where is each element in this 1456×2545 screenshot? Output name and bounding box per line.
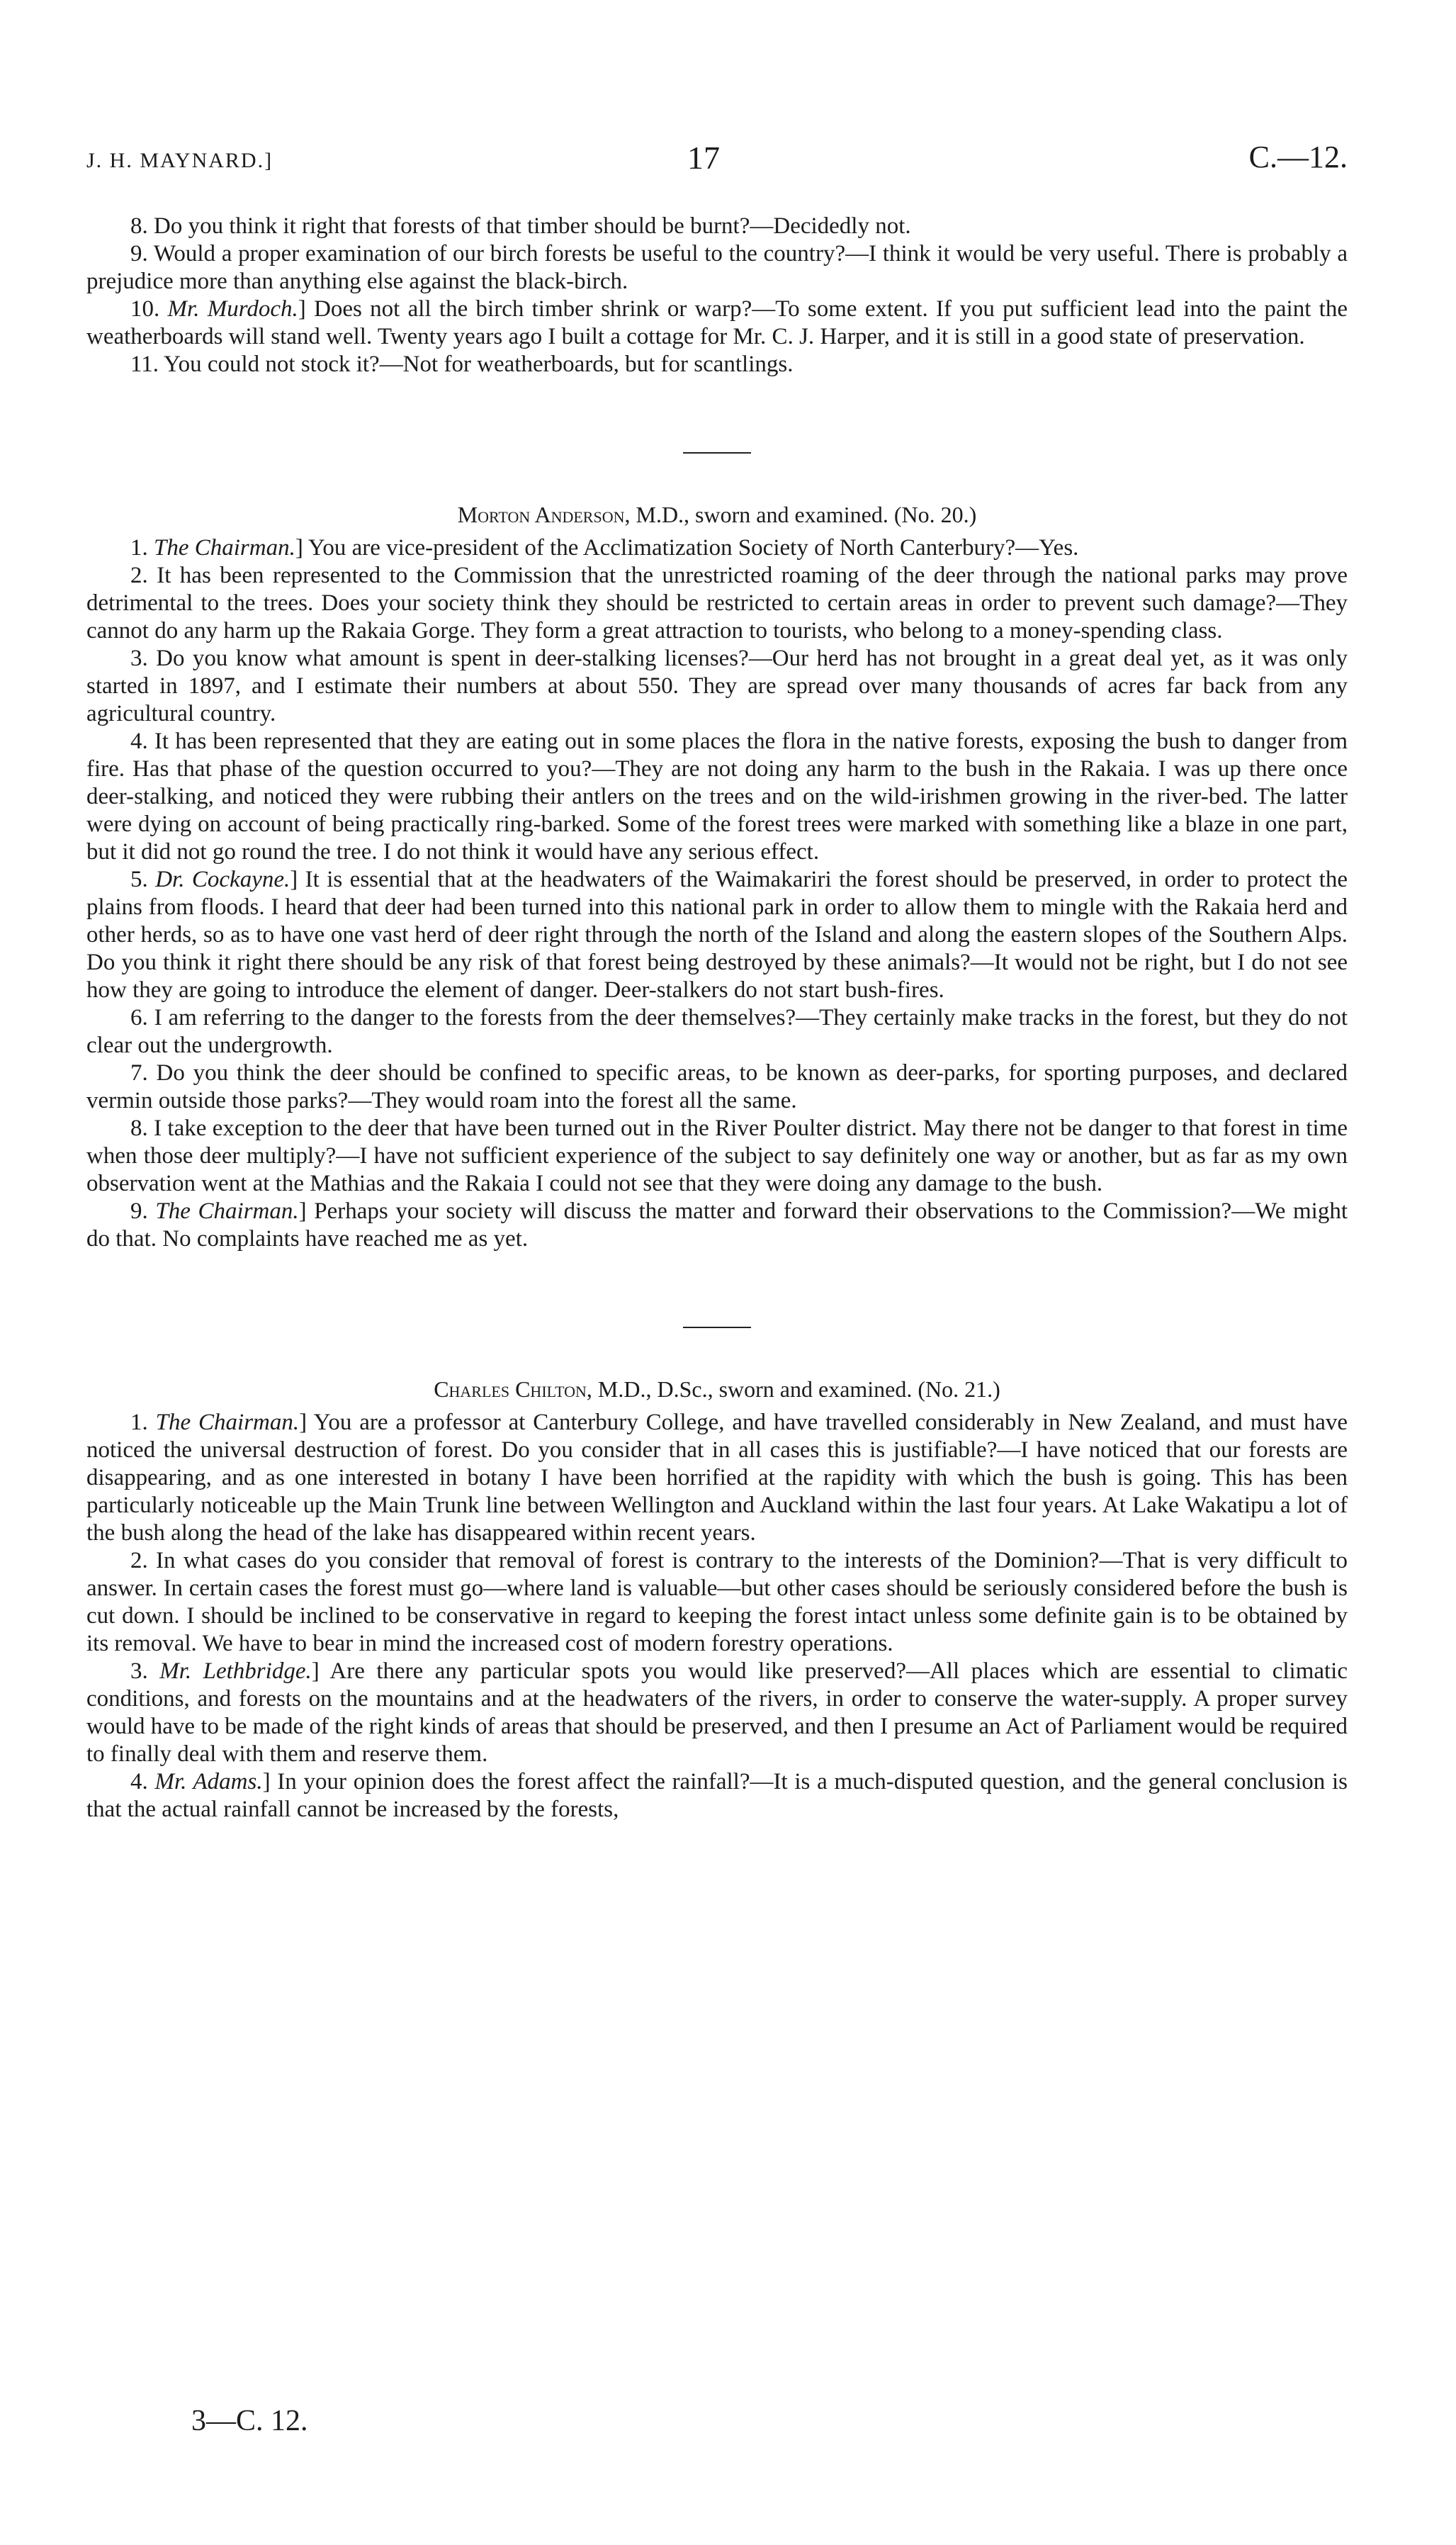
question-text: ] You are vice-president of the Acclimatization Society of North Canterbury?—Yes.: [295, 535, 1079, 561]
question-answer: [86, 534, 1348, 562]
question-answer: [86, 296, 1348, 351]
speaker: The Chairman.: [154, 535, 295, 561]
question-number: 10.: [130, 296, 160, 322]
question-answer: 9. Would a proper examination of our birch forests be useful to the country?—I think it would be very useful. There is probably a prejudice more than anything else against the black-birch.: [86, 241, 1348, 294]
question-text: ] It is essential that at the headwaters of the Waimakariri the forest should be preserved, in order to protect the plains from floods. I heard that deer had been turned into this national park in order to allow them to mingle with the Rakaia herd and other herds, so as to have one vast herd of deer right through the north of the Island and along the eastern slopes of the Southern Alps. Do you think it right there should be any risk of that forest being destroyed by these animals?—It would not be right, but I do not see how they are going to introduce the element of danger. Deer-stalkers do not start bush-fires.: [86, 867, 1348, 1003]
question-number: 1.: [130, 535, 148, 561]
speaker: The Chairman.: [155, 1410, 300, 1435]
section-divider: [683, 452, 751, 454]
question-text: ] In your opinion does the forest affect the rainfall?—It is a much-disputed question, and the general conclusion is that the actual rainfall cannot be increased by the forests,: [86, 1769, 1348, 1822]
speaker: The Chairman.: [155, 1198, 299, 1224]
question-answer: 7. Do you think the deer should be confined to specific areas, to be known as deer-parks, for sporting purposes, and declared vermin outside those parks?—They would roam into the forest all the same.: [86, 1060, 1348, 1113]
witness-details: , M.D., sworn and examined. (No. 20.): [624, 502, 977, 527]
question-answer: 8. Do you think it right that forests of that timber should be burnt?—Decidedly not.: [130, 213, 911, 239]
section-divider: [683, 1327, 751, 1328]
question-answer: 3. Do you know what amount is spent in deer-stalking licenses?—Our herd has not brought in a great deal yet, as it was only started in 1897, and I estimate their numbers at about 550. They are spread over many thousands of acres far back from any agricultural country.: [86, 646, 1348, 726]
question-number: 4.: [130, 1769, 148, 1794]
document-reference: C.—12.: [1248, 140, 1348, 174]
witness-name: Charles Chilton: [434, 1376, 587, 1402]
witness-heading: [86, 500, 1348, 529]
question-answer: [86, 1198, 1348, 1253]
page-content: [86, 213, 1348, 1824]
question-text: ] Does not all the birch timber shrink or warp?—To some extent. If you put sufficient lead into the paint the weatherboards will stand well. Twenty years ago I built a cottage for Mr. C. J. Harper, and it is still in a good state of preservation.: [86, 296, 1348, 349]
anderson-examination: [86, 500, 1348, 1253]
question-answer: 6. I am referring to the danger to the forests from the deer themselves?—They certainly make tracks in the forest, but they do not clear out the undergrowth.: [86, 1005, 1348, 1058]
question-answer: 2. In what cases do you consider that removal of forest is contrary to the interests of the Dominion?—That is very difficult to answer. In certain cases the forest must go—where land is valuable—but other cases should be seriously considered before the bush is cut down. I should be inclined to be conservative in regard to keeping the forest intact unless some definite gain is to be obtained by its removal. We have to bear in mind the increased cost of modern forestry operations.: [86, 1548, 1348, 1656]
printer-signature: 3—C. 12.: [191, 2405, 308, 2437]
question-number: 9.: [130, 1198, 148, 1224]
speaker: Mr. Murdoch.: [167, 296, 298, 322]
chilton-examination: [86, 1375, 1348, 1824]
speaker: Mr. Adams.: [154, 1769, 263, 1794]
question-answer: 11. You could not stock it?—Not for weatherboards, but for scantlings.: [130, 352, 794, 377]
question-answer: [86, 1409, 1348, 1547]
maynard-continuation: [86, 213, 1348, 378]
speaker: Mr. Lethbridge.: [159, 1658, 312, 1684]
running-head-witness: J. H. MAYNARD.]: [86, 149, 273, 172]
question-answer: [86, 1768, 1348, 1824]
question-text: ] You are a professor at Canterbury College, and have travelled considerably in New Zealand, and must have noticed the universal destruction of forest. Do you consider that in all cases this is justifiable?—I have noticed that our forests are disappearing, and as one interested in botany I have been horrified at the rapidity with which the bush is going. This has been particularly noticeable up the Main Trunk line between Wellington and Auckland within the last four years. At Lake Wakatipu a lot of the bush along the head of the lake has disappeared within recent years.: [86, 1410, 1348, 1546]
question-number: 5.: [130, 867, 148, 892]
question-answer: 4. It has been represented that they are eating out in some places the flora in the native forests, exposing the bush to danger from fire. Has that phase of the question occurred to you?—They are not doing any harm to the bush in the Rakaia. I was up there once deer-stalking, and noticed they were rubbing their antlers on the trees and on the wild-irishmen growing in the river-bed. The latter were dying on account of being practically ring-barked. Some of the forest trees were marked with something like a blaze in one part, but it did not go round the tree. I do not think it would have any serious effect.: [86, 729, 1348, 865]
witness-heading: [86, 1375, 1348, 1403]
page-number: 17: [687, 140, 720, 176]
question-answer: [86, 1658, 1348, 1768]
question-answer: 2. It has been represented to the Commission that the unrestricted roaming of the deer through the national parks may prove detrimental to the trees. Does your society think they should be restricted to certain areas in order to prevent such damage?—They cannot do any harm up the Rakaia Gorge. They form a great attraction to tourists, who belong to a money-spending class.: [86, 563, 1348, 644]
running-head: [86, 139, 1348, 181]
question-text: ] Perhaps your society will discuss the matter and forward their observations to the Commission?—We might do that. No complaints have reached me as yet.: [86, 1198, 1348, 1252]
witness-name: Morton Anderson: [457, 502, 625, 527]
question-answer: [86, 866, 1348, 1004]
question-answer: 8. I take exception to the deer that have been turned out in the River Poulter district. May there not be danger to that forest in time when those deer multiply?—I have not sufficient experience of the subject to say definitely one way or another, but as far as my own observation went at the Mathias and the Rakaia I could not see that they were doing any damage to the bush.: [86, 1116, 1348, 1196]
question-number: 1.: [130, 1410, 148, 1435]
speaker: Dr. Cockayne.: [155, 867, 290, 892]
question-text: ] Are there any particular spots you would like preserved?—All places which are essential to climatic conditions, and forests on the mountains and at the headwaters of the rivers, in order to conserve the water-supply. A proper survey would have to be made of the right kinds of areas that should be preserved, and then I presume an Act of Parliament would be required to finally deal with them and reserve them.: [86, 1658, 1348, 1767]
witness-details: , M.D., D.Sc., sworn and examined. (No. 21.): [586, 1376, 1000, 1402]
question-number: 3.: [130, 1658, 148, 1684]
